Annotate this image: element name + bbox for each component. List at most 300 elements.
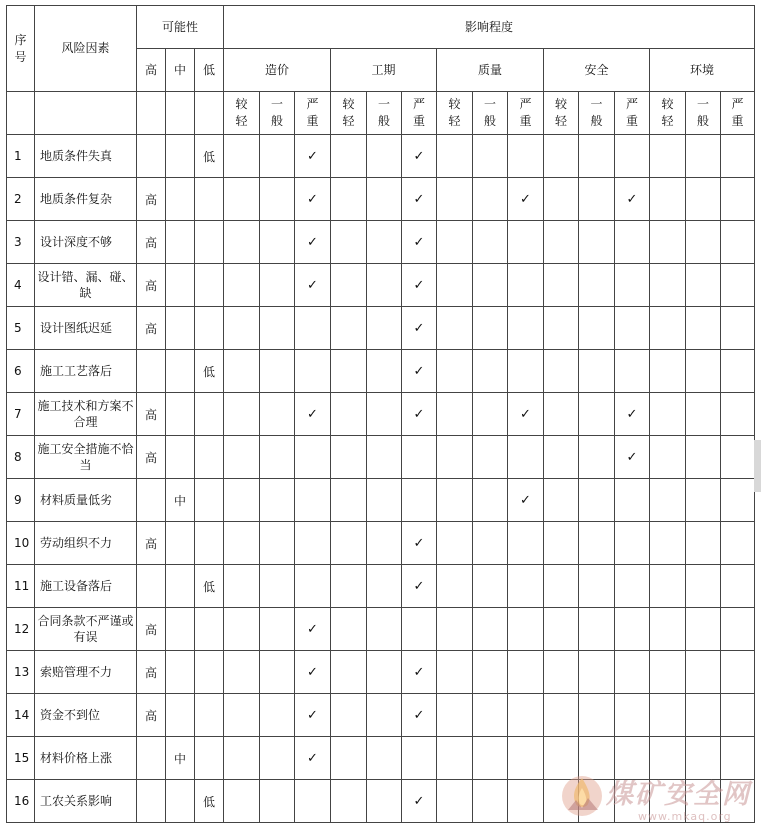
severity-label-char: 一 [696, 97, 709, 111]
severity-header-safety-minor [544, 92, 579, 135]
severity-label-char: 轻 [235, 114, 248, 128]
impact-cell [260, 608, 295, 651]
impact-cell [473, 178, 508, 221]
impact-cell [686, 608, 721, 651]
impact-cell [650, 307, 686, 350]
severity-label-char: 严 [519, 97, 532, 111]
table-row [7, 307, 755, 350]
severity-label-char: 般 [270, 114, 283, 128]
impact-cell [650, 608, 686, 651]
impact-cell [260, 307, 295, 350]
likelihood-value: 高 [137, 178, 166, 221]
impact-cell [473, 264, 508, 307]
row-number: 13 [7, 651, 35, 694]
check-mark-icon: ✓ [508, 393, 544, 436]
impact-cell [437, 221, 473, 264]
impact-cell [544, 436, 579, 479]
impact-cell [508, 651, 544, 694]
impact-cell [437, 694, 473, 737]
impact-cell [260, 565, 295, 608]
impact-cell [579, 651, 615, 694]
check-mark-icon: ✓ [402, 393, 437, 436]
impact-cell [721, 651, 755, 694]
impact-cell [437, 479, 473, 522]
impact-cell [260, 350, 295, 393]
impact-cell [260, 135, 295, 178]
likelihood-cell [195, 651, 224, 694]
impact-cell [686, 522, 721, 565]
aspect-header-environment: 环境 [650, 49, 755, 92]
severity-label-char: 一 [590, 97, 603, 111]
watermark-text: 煤矿安全网 [606, 779, 751, 810]
risk-factor: 材料价格上涨 [35, 737, 137, 780]
impact-cell [260, 436, 295, 479]
impact-cell [260, 737, 295, 780]
impact-cell [473, 350, 508, 393]
severity-label-char: 重 [625, 114, 638, 128]
check-mark-icon: ✓ [295, 694, 331, 737]
impact-cell [367, 436, 402, 479]
severity-header-quality-severe [508, 92, 544, 135]
row-number: 8 [7, 436, 35, 479]
watermark-url: www.mkaq.org [638, 810, 732, 823]
impact-cell [544, 264, 579, 307]
impact-cell [331, 178, 367, 221]
impact-cell [331, 737, 367, 780]
impact-cell [295, 436, 331, 479]
risk-factor: 地质条件失真 [35, 135, 137, 178]
impact-cell [367, 135, 402, 178]
impact-cell [579, 565, 615, 608]
impact-cell [473, 565, 508, 608]
severity-label-char: 较 [342, 97, 355, 111]
impact-cell [579, 221, 615, 264]
likelihood-cell [195, 522, 224, 565]
risk-factor: 施工技术和方案不合理 [35, 393, 137, 436]
aspect-header-quality: 质量 [437, 49, 544, 92]
impact-cell [615, 694, 650, 737]
impact-cell [686, 436, 721, 479]
impact-cell [650, 221, 686, 264]
blank-cell [137, 92, 166, 135]
impact-cell [224, 651, 260, 694]
row-number: 10 [7, 522, 35, 565]
impact-cell [508, 565, 544, 608]
severity-label-char: 般 [696, 114, 709, 128]
impact-cell [331, 694, 367, 737]
impact-cell [367, 737, 402, 780]
impact-cell [367, 178, 402, 221]
impact-cell [473, 651, 508, 694]
severity-label-char: 严 [412, 97, 425, 111]
impact-cell [508, 221, 544, 264]
impact-cell [224, 393, 260, 436]
impact-cell [579, 436, 615, 479]
table-row [7, 135, 755, 178]
impact-cell [402, 436, 437, 479]
table-row [7, 264, 755, 307]
impact-cell [686, 393, 721, 436]
impact-cell [579, 479, 615, 522]
check-mark-icon: ✓ [402, 694, 437, 737]
likelihood-value: 中 [166, 737, 195, 780]
impact-cell [331, 651, 367, 694]
severity-label-char: 一 [377, 97, 390, 111]
likelihood-value: 中 [166, 479, 195, 522]
impact-cell [650, 522, 686, 565]
impact-cell [473, 479, 508, 522]
severity-label [448, 96, 460, 130]
impact-cell [650, 178, 686, 221]
check-mark-icon: ✓ [295, 737, 331, 780]
impact-cell [686, 221, 721, 264]
severity-header-schedule-moderate [367, 92, 402, 135]
impact-cell [224, 479, 260, 522]
blank-cell [35, 92, 137, 135]
likelihood-cell [195, 221, 224, 264]
impact-cell [473, 436, 508, 479]
impact-cell [686, 479, 721, 522]
impact-cell [367, 221, 402, 264]
impact-cell [224, 565, 260, 608]
risk-factor: 施工安全措施不恰当 [35, 436, 137, 479]
impact-cell [260, 393, 295, 436]
impact-cell [579, 608, 615, 651]
table-header [7, 6, 755, 135]
impact-cell [473, 522, 508, 565]
impact-cell [721, 350, 755, 393]
risk-factor: 索赔管理不力 [35, 651, 137, 694]
impact-cell [473, 393, 508, 436]
likelihood-value: 高 [137, 264, 166, 307]
aspect-header-safety: 安全 [544, 49, 650, 92]
impact-cell [331, 264, 367, 307]
impact-cell [260, 694, 295, 737]
impact-cell [260, 264, 295, 307]
severity-label [484, 96, 496, 130]
impact-cell [260, 522, 295, 565]
impact-cell [650, 479, 686, 522]
impact-cell [615, 608, 650, 651]
impact-cell [224, 307, 260, 350]
likelihood-cell [166, 608, 195, 651]
impact-cell [615, 651, 650, 694]
impact-cell [367, 307, 402, 350]
likelihood-cell [137, 780, 166, 823]
impact-cell [508, 350, 544, 393]
severity-label-char: 严 [306, 97, 319, 111]
risk-factor: 劳动组织不力 [35, 522, 137, 565]
impact-cell [686, 178, 721, 221]
impact-cell [508, 780, 544, 823]
impact-cell [650, 350, 686, 393]
impact-cell [367, 565, 402, 608]
likelihood-cell [166, 393, 195, 436]
impact-cell [367, 651, 402, 694]
risk-assessment-table [6, 5, 755, 823]
impact-cell [508, 436, 544, 479]
impact-cell [437, 350, 473, 393]
table-row [7, 393, 755, 436]
likelihood-value: 低 [195, 565, 224, 608]
row-number: 11 [7, 565, 35, 608]
impact-cell [650, 393, 686, 436]
impact-cell [508, 307, 544, 350]
risk-factor: 工农关系影响 [35, 780, 137, 823]
impact-cell [367, 608, 402, 651]
table-row [7, 522, 755, 565]
impact-cell [650, 436, 686, 479]
impact-cell [615, 264, 650, 307]
impact-cell [295, 780, 331, 823]
impact-cell [224, 264, 260, 307]
likelihood-cell [137, 737, 166, 780]
likelihood-value: 高 [137, 221, 166, 264]
impact-cell [260, 178, 295, 221]
table-body [7, 135, 755, 823]
severity-label-char: 轻 [554, 114, 567, 128]
impact-cell [721, 522, 755, 565]
check-mark-icon: ✓ [402, 307, 437, 350]
row-number: 7 [7, 393, 35, 436]
impact-cell [367, 350, 402, 393]
impact-cell [224, 350, 260, 393]
impact-cell [260, 479, 295, 522]
risk-factor: 资金不到位 [35, 694, 137, 737]
aspect-header-schedule: 工期 [331, 49, 437, 92]
severity-header-quality-moderate [473, 92, 508, 135]
likelihood-value: 高 [137, 522, 166, 565]
impact-cell [686, 694, 721, 737]
impact-cell [260, 221, 295, 264]
table-row [7, 694, 755, 737]
check-mark-icon: ✓ [402, 350, 437, 393]
severity-label-char: 较 [448, 97, 461, 111]
impact-cell [224, 135, 260, 178]
likelihood-cell [166, 565, 195, 608]
risk-factor: 施工工艺落后 [35, 350, 137, 393]
factor-header: 风险因素 [35, 6, 137, 92]
likelihood-cell [166, 651, 195, 694]
likelihood-cell [166, 694, 195, 737]
impact-cell [367, 393, 402, 436]
impact-cell [331, 221, 367, 264]
impact-cell [224, 608, 260, 651]
risk-factor: 设计图纸迟延 [35, 307, 137, 350]
impact-cell [437, 608, 473, 651]
edge-artifact [754, 440, 761, 492]
severity-label-char: 重 [519, 114, 532, 128]
risk-factor: 地质条件复杂 [35, 178, 137, 221]
severity-label [731, 96, 743, 130]
impact-cell [437, 393, 473, 436]
likelihood-value: 低 [195, 135, 224, 178]
impact-cell [331, 608, 367, 651]
impact-cell [367, 264, 402, 307]
blank-cell [7, 92, 35, 135]
likelihood-cell [195, 178, 224, 221]
impact-cell [473, 307, 508, 350]
impact-cell [331, 135, 367, 178]
impact-cell [721, 479, 755, 522]
impact-cell [331, 307, 367, 350]
severity-label [342, 96, 354, 130]
check-mark-icon: ✓ [508, 479, 544, 522]
risk-factor: 设计深度不够 [35, 221, 137, 264]
likelihood-cell [195, 479, 224, 522]
impact-header: 影响程度 [224, 6, 755, 49]
level-low-header: 低 [195, 49, 224, 92]
flame-logo-icon [560, 770, 606, 820]
impact-cell [650, 264, 686, 307]
impact-cell [508, 522, 544, 565]
check-mark-icon: ✓ [295, 221, 331, 264]
likelihood-value: 低 [195, 780, 224, 823]
impact-cell [437, 651, 473, 694]
blank-cell [195, 92, 224, 135]
impact-cell [260, 651, 295, 694]
impact-cell [437, 307, 473, 350]
check-mark-icon: ✓ [295, 651, 331, 694]
impact-cell [473, 694, 508, 737]
impact-cell [615, 565, 650, 608]
impact-cell [367, 694, 402, 737]
likelihood-cell [195, 393, 224, 436]
likelihood-cell [137, 479, 166, 522]
check-mark-icon: ✓ [402, 178, 437, 221]
likelihood-value: 高 [137, 393, 166, 436]
check-mark-icon: ✓ [508, 178, 544, 221]
impact-cell [544, 393, 579, 436]
impact-cell [721, 608, 755, 651]
severity-label [306, 96, 318, 130]
impact-cell [402, 479, 437, 522]
severity-header-environment-moderate [686, 92, 721, 135]
row-number: 5 [7, 307, 35, 350]
severity-header-environment-minor [650, 92, 686, 135]
severity-header-schedule-minor [331, 92, 367, 135]
impact-cell [721, 436, 755, 479]
impact-cell [508, 135, 544, 178]
severity-label-char: 较 [554, 97, 567, 111]
impact-cell [544, 350, 579, 393]
check-mark-icon: ✓ [615, 178, 650, 221]
impact-cell [686, 651, 721, 694]
watermark [560, 770, 760, 828]
impact-cell [508, 264, 544, 307]
likelihood-cell [166, 350, 195, 393]
check-mark-icon: ✓ [402, 565, 437, 608]
row-number: 14 [7, 694, 35, 737]
impact-cell [579, 264, 615, 307]
likelihood-value: 高 [137, 436, 166, 479]
impact-cell [544, 178, 579, 221]
likelihood-cell [166, 135, 195, 178]
impact-cell [402, 737, 437, 780]
likelihood-cell [137, 565, 166, 608]
severity-header-safety-moderate [579, 92, 615, 135]
check-mark-icon: ✓ [615, 393, 650, 436]
severity-label-char: 般 [377, 114, 390, 128]
impact-cell [508, 608, 544, 651]
check-mark-icon: ✓ [402, 135, 437, 178]
impact-cell [544, 651, 579, 694]
impact-cell [721, 135, 755, 178]
row-number: 6 [7, 350, 35, 393]
severity-label-char: 重 [306, 114, 319, 128]
impact-cell [544, 522, 579, 565]
severity-label-char: 严 [625, 97, 638, 111]
seq-header: 序 号 [7, 6, 35, 92]
severity-label [378, 96, 390, 130]
row-number: 12 [7, 608, 35, 651]
severity-label-char: 重 [412, 114, 425, 128]
impact-cell [579, 393, 615, 436]
impact-cell [331, 479, 367, 522]
impact-cell [650, 565, 686, 608]
impact-cell [721, 264, 755, 307]
row-number: 16 [7, 780, 35, 823]
impact-cell [686, 565, 721, 608]
likelihood-cell [166, 221, 195, 264]
impact-cell [508, 694, 544, 737]
likelihood-cell [195, 694, 224, 737]
check-mark-icon: ✓ [615, 436, 650, 479]
severity-header-environment-severe [721, 92, 755, 135]
impact-cell [473, 221, 508, 264]
impact-cell [544, 221, 579, 264]
severity-label [590, 96, 602, 130]
row-number: 15 [7, 737, 35, 780]
table-row [7, 436, 755, 479]
row-number: 4 [7, 264, 35, 307]
table-row [7, 479, 755, 522]
impact-cell [437, 522, 473, 565]
table-row [7, 651, 755, 694]
impact-cell [331, 350, 367, 393]
check-mark-icon: ✓ [402, 651, 437, 694]
impact-cell [686, 350, 721, 393]
impact-cell [224, 221, 260, 264]
severity-label-char: 较 [235, 97, 248, 111]
impact-cell [367, 780, 402, 823]
likelihood-value: 高 [137, 651, 166, 694]
impact-cell [224, 436, 260, 479]
impact-cell [544, 565, 579, 608]
impact-cell [721, 393, 755, 436]
impact-cell [331, 522, 367, 565]
impact-cell [295, 522, 331, 565]
impact-cell [579, 307, 615, 350]
impact-cell [402, 608, 437, 651]
impact-cell [224, 694, 260, 737]
row-number: 3 [7, 221, 35, 264]
impact-cell [260, 780, 295, 823]
row-number: 2 [7, 178, 35, 221]
impact-cell [331, 393, 367, 436]
impact-cell [224, 780, 260, 823]
level-high-header: 高 [137, 49, 166, 92]
severity-label-char: 般 [590, 114, 603, 128]
impact-cell [650, 651, 686, 694]
impact-cell [544, 694, 579, 737]
severity-label [626, 96, 638, 130]
impact-cell [544, 479, 579, 522]
check-mark-icon: ✓ [295, 135, 331, 178]
impact-cell [224, 737, 260, 780]
impact-cell [615, 350, 650, 393]
impact-cell [615, 221, 650, 264]
